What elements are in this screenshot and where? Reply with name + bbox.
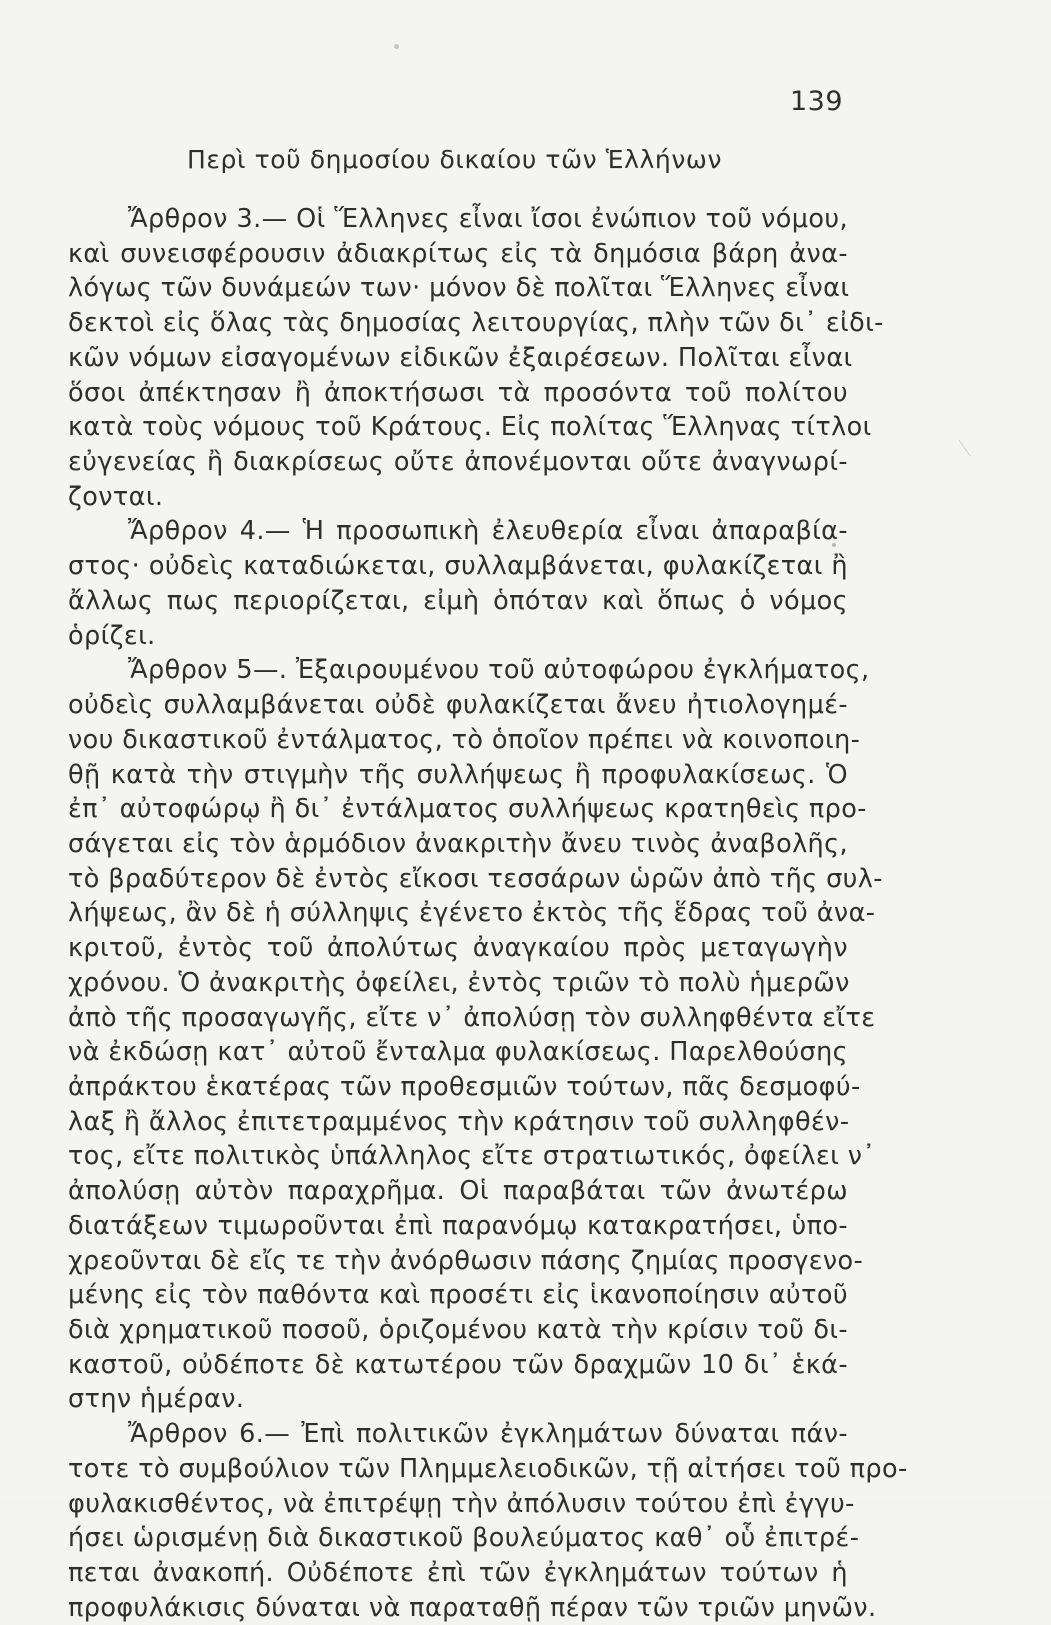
text-line: χρόνου. Ὁ ἀνακριτὴς ὀφείλει, ἐντὸς τριῶν τὸ πολὺ ἡμερῶν <box>68 967 850 998</box>
text-line: στος· οὐδεὶς καταδιώκεται, συλλαμβάνεται, φυλακίζεται ἢ <box>68 551 848 582</box>
text-line: ὁρίζει. <box>68 620 156 651</box>
text-line: κῶν νόμων εἰσαγομένων εἰδικῶν ἐξαιρέσεων. Πολῖται εἶναι <box>68 342 853 373</box>
text-line: Ἄρθρον 3.— Οἱ Ἕλληνες εἶναι ἴσοι ἐνώπιον τοῦ νόμου, <box>128 204 848 234</box>
text-line: σάγεται εἰς τὸν ἁρμόδιον ἀνακριτὴν ἄνευ τινὸς ἀναβολῆς, <box>68 828 848 859</box>
body-text <box>68 202 908 1625</box>
text-line: διὰ χρηματικοῦ ποσοῦ, ὁριζομένου κατὰ τὴν κρίσιν τοῦ δι- <box>68 1315 848 1345</box>
text-line: τος, εἴτε πολιτικὸς ὑπάλληλος εἴτε στρατιωτικός, ὀφείλει ν᾽ <box>68 1141 876 1172</box>
text-line: ἐπ᾽ αὐτοφώρῳ ἢ δι᾽ ἐντάλματος συλλήψεως κρατηθεὶς προ- <box>68 794 867 825</box>
text-line: εὐγενείας ἢ διακρίσεως οὔτε ἀπονέμονται οὔτε ἀναγνωρί- <box>68 447 848 478</box>
text-line: θῇ κατὰ τὴν στιγμὴν τῆς συλλήψεως ἢ προφυλακίσεως. Ὁ <box>68 759 848 790</box>
text-line: λήψεως, ἂν δὲ ἡ σύλληψις ἐγένετο ἐκτὸς τῆς ἕδρας τοῦ ἀνα- <box>68 898 876 929</box>
text-line: Ἄρθρον 4.— Ἡ προσωπικὴ ἐλευθερία εἶναι ἀπαραβία- <box>128 516 848 547</box>
text-line: στην ἡμέραν. <box>68 1384 245 1415</box>
text-line: Ἄρθρον 6.— Ἐπὶ πολιτικῶν ἐγκλημάτων δύναται πάν- <box>128 1419 848 1450</box>
text-line: Ἄρθρον 5—. Ἐξαιρουμένου τοῦ αὐτοφώρου ἐγκλήματος, <box>128 655 870 686</box>
text-line: λαξ ἢ ἄλλος ἐπιτετραμμένος τὴν κράτησιν τοῦ συλληφθέν- <box>68 1106 850 1137</box>
text-line: δεκτοὶ εἰς ὅλας τὰς δημοσίας λειτουργίας, πλὴν τῶν δι᾽ εἰδι- <box>68 308 884 339</box>
text-line: νου δικαστικοῦ ἐντάλματος, τὸ ὁποῖον πρέπει νὰ κοινοποιη- <box>68 724 861 755</box>
text-line: κριτοῦ, ἐντὸς τοῦ ἀπολύτως ἀναγκαίου πρὸς μεταγωγὴν <box>68 933 848 964</box>
text-line: καστοῦ, οὐδέποτε δὲ κατωτέρου τῶν δραχμῶν 10 δι᾽ ἑκά- <box>68 1349 848 1380</box>
text-line: τὸ βραδύτερον δὲ ἐντὸς εἴκοσι τεσσάρων ὡρῶν ἀπὸ τῆς συλ- <box>68 863 883 894</box>
running-head: Περὶ τοῦ δημοσίου δικαίου τῶν Ἑλλήνων <box>187 145 723 174</box>
text-line: ἀπολύσῃ αὐτὸν παραχρῆμα. Οἱ παραβάται τῶν ἀνωτέρω <box>68 1176 848 1207</box>
page-number: 139 <box>790 86 844 117</box>
text-line: νὰ ἐκδώσῃ κατ᾽ αὐτοῦ ἔνταλμα φυλακίσεως. Παρελθούσης <box>68 1037 848 1068</box>
text-line: χρεοῦνται δὲ εἴς τε τὴν ἀνόρθωσιν πάσης ζημίας προσγενο- <box>68 1245 864 1276</box>
text-line: φυλακισθέντος, νὰ ἐπιτρέψῃ τὴν ἀπόλυσιν τούτου ἐπὶ ἐγγυ- <box>68 1488 855 1519</box>
text-line: ἄλλως πως περιορίζεται, εἰμὴ ὁπόταν καὶ ὅπως ὁ νόμος <box>68 585 848 616</box>
paper-scratch <box>958 440 970 457</box>
text-line: προφυλάκισις δύναται νὰ παραταθῇ πέραν τῶν τριῶν μηνῶν. <box>68 1592 877 1623</box>
text-line: πεται ἀνακοπή. Οὐδέποτε ἐπὶ τῶν ἐγκλημάτων τούτων ἡ <box>68 1558 848 1589</box>
text-line: κατὰ τοὺς νόμους τοῦ Κράτους. Εἰς πολίτας Ἕλληνας τίτλοι <box>68 412 872 443</box>
text-line: οὐδεὶς συλλαμβάνεται οὐδὲ φυλακίζεται ἄνευ ἠτιολογημέ- <box>68 690 848 721</box>
text-line: τοτε τὸ συμβούλιον τῶν Πλημμελειοδικῶν, τῇ αἰτήσει τοῦ προ- <box>68 1453 908 1484</box>
paper-speck <box>394 44 399 49</box>
text-line: μένης εἰς τὸν παθόντα καὶ προσέτι εἰς ἱκανοποίησιν αὐτοῦ <box>68 1280 848 1311</box>
text-line: ζονται. <box>68 481 164 512</box>
text-line: λόγως τῶν δυνάμεών των· μόνον δὲ πολῖται Ἕλληνες εἶναι <box>68 273 850 304</box>
text-line: ήσει ὡρισμένῃ διὰ δικαστικοῦ βουλεύματος καθ᾽ οὗ ἐπιτρέ- <box>68 1523 860 1554</box>
text-line: καὶ συνεισφέρουσιν ἀδιακρίτως εἰς τὰ δημόσια βάρη ἀνα- <box>68 238 848 269</box>
text-line: ὅσοι ἀπέκτησαν ἢ ἀποκτήσωσι τὰ προσόντα τοῦ πολίτου <box>68 377 848 408</box>
text-line: ἀπὸ τῆς προσαγωγῆς, εἴτε ν᾽ ἀπολύσῃ τὸν συλληφθέντα εἴτε <box>68 1002 876 1033</box>
text-line: διατάξεων τιμωροῦνται ἐπὶ παρανόμῳ κατακρατήσει, ὑπο- <box>68 1210 848 1241</box>
text-line: ἀπράκτου ἑκατέρας τῶν προθεσμιῶν τούτων, πᾶς δεσμοφύ- <box>68 1071 861 1102</box>
